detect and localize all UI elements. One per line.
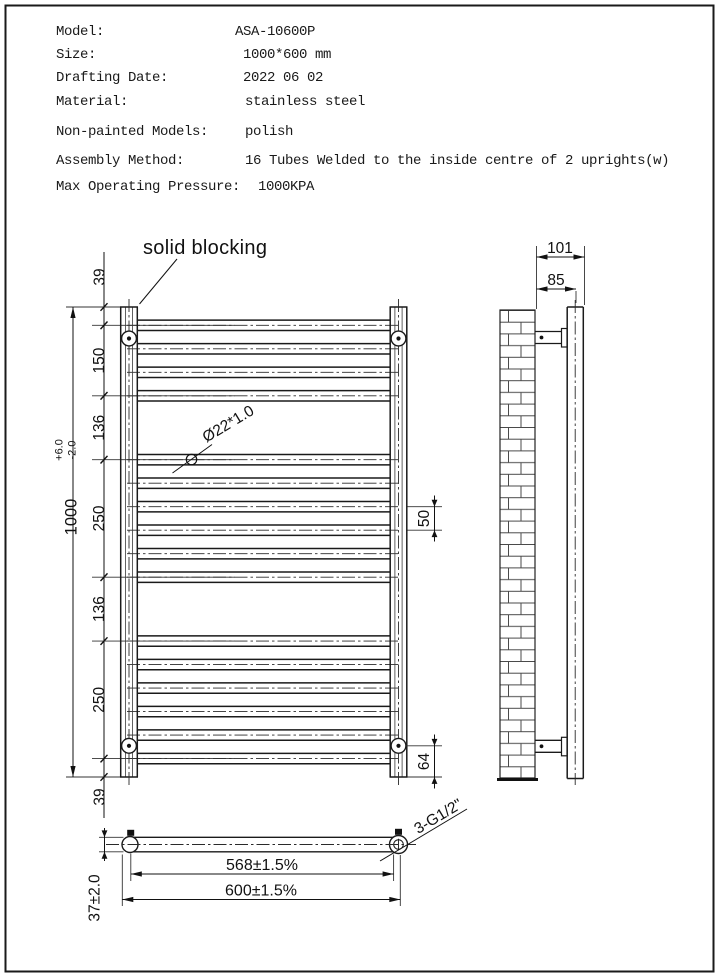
spec-label: Size:	[56, 47, 97, 63]
dim-segment-1: 150	[90, 347, 108, 374]
bottom-view	[86, 796, 467, 922]
dim-connections: 3-G1/2"	[411, 795, 466, 838]
side-view	[497, 240, 585, 785]
dim-overall-width: 600±1.5%	[225, 882, 297, 900]
front-view	[53, 237, 442, 818]
spec-label: Assembly Method:	[56, 153, 185, 169]
side-upright-tube	[567, 300, 583, 785]
dim-568	[131, 854, 394, 882]
spec-value: ASA-10600P	[235, 24, 316, 40]
dim-pitch-50	[408, 496, 443, 542]
dim-plan-depth: 37±2.0	[86, 874, 104, 922]
side-bracket-bottom	[535, 737, 567, 756]
dim-segment-2: 136	[90, 414, 108, 441]
side-bracket-top	[535, 329, 567, 348]
spec-label: Drafting Date:	[56, 70, 169, 86]
dim-depth-centerline: 85	[547, 272, 565, 289]
dim-segment-5: 250	[90, 686, 108, 713]
spec-value: polish	[245, 124, 294, 140]
tube-array	[127, 320, 401, 764]
spec-label: Max Operating Pressure:	[56, 179, 241, 195]
callout-leader	[140, 259, 178, 304]
dim-segment-6: 39	[91, 788, 109, 806]
dim-tolerance-plus: +6.0	[53, 439, 66, 461]
callout-solid-blocking: solid blocking	[143, 237, 268, 259]
dim-depth-total: 101	[547, 240, 573, 257]
dim-segment-0: 39	[91, 268, 109, 286]
dim-37	[86, 828, 123, 922]
spec-label: Material:	[56, 94, 129, 110]
tube-spec-leader	[173, 445, 213, 474]
dim-depths	[537, 240, 585, 309]
spec-label: Non-painted Models:	[56, 124, 209, 140]
plan-right-tab	[395, 829, 402, 835]
spec-value: 2022 06 02	[243, 70, 324, 86]
dim-segment-4: 136	[90, 596, 108, 623]
dim-tolerance-minus: -2.0	[66, 440, 79, 460]
spec-value: 1000KPA	[258, 179, 315, 195]
dim-bottom-offset: 64	[415, 752, 433, 771]
plan-left-tab	[127, 830, 134, 836]
dim-overall-height: 1000	[62, 498, 81, 536]
spec-value: stainless steel	[245, 94, 366, 110]
spec-value: 16 Tubes Welded to the inside centre of 2 uprights(w)	[245, 153, 670, 169]
bracket-screws	[122, 331, 406, 753]
dim-offset-64	[406, 735, 442, 789]
dim-segment-3: 250	[90, 505, 108, 532]
dim-tube-spec: Ø22*1.0	[199, 402, 258, 447]
dim-centers-width: 568±1.5%	[226, 857, 298, 874]
bracket-screw-centers	[127, 336, 401, 748]
spec-label: Model:	[56, 24, 105, 40]
wall-section	[500, 310, 535, 778]
dim-tube-pitch: 50	[415, 509, 433, 528]
spec-value: 1000*600 mm	[243, 47, 332, 63]
